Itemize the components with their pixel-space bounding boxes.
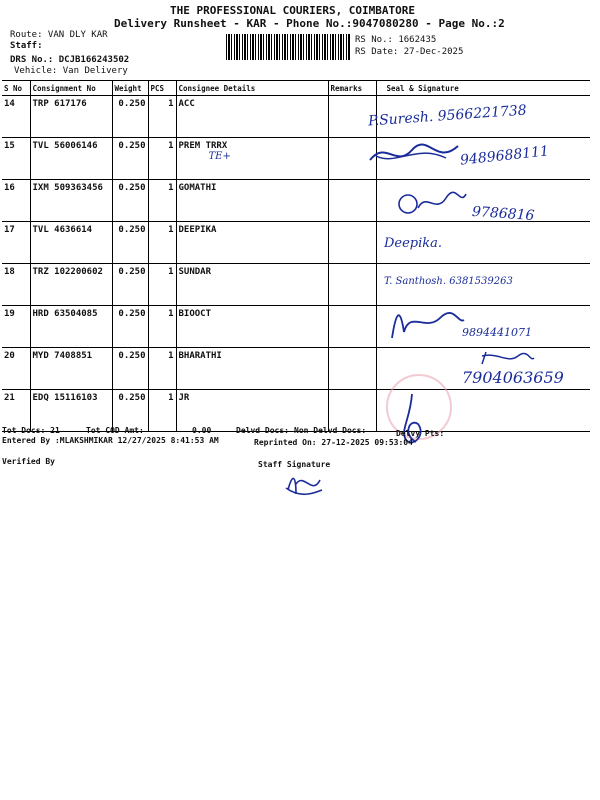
cell-remarks xyxy=(328,348,376,390)
cell-weight: 0.250 xyxy=(112,96,148,138)
cell-consignment: HRD 63504085 xyxy=(30,306,112,348)
cell-sno: 20 xyxy=(2,348,30,390)
cell-consignment: TRP 617176 xyxy=(30,96,112,138)
signature-scribble-row20 xyxy=(478,348,538,368)
table-header-row xyxy=(2,81,590,96)
reprinted-on: Reprinted On: 27-12-2025 09:53:04 xyxy=(254,438,413,447)
total-cod-amount: 0.00 xyxy=(192,426,212,435)
col-header-consignment: Consignment No xyxy=(30,81,112,96)
cell-sno: 14 xyxy=(2,96,30,138)
cell-sno: 15 xyxy=(2,138,30,180)
cell-weight: 0.250 xyxy=(112,222,148,264)
cell-pcs: 1 xyxy=(148,390,176,432)
handwriting-row18: T. Santhosh. 6381539263 xyxy=(384,276,513,287)
total-docs: Tot Docs: 21 xyxy=(2,426,60,435)
table-row xyxy=(2,222,590,264)
cell-sno: 16 xyxy=(2,180,30,222)
cell-consignment: IXM 509363456 xyxy=(30,180,112,222)
col-header-consignee: Consignee Details xyxy=(176,81,328,96)
cell-consignee: BHARATHI xyxy=(176,348,328,390)
delivery-points: Delvy Pts: xyxy=(396,429,445,438)
handwriting-row16: 9786816 xyxy=(471,203,535,225)
handwriting-row19: 9894441071 xyxy=(462,326,532,339)
rs-number: RS No.: 1662435 xyxy=(355,35,437,45)
col-header-sno: S No xyxy=(2,81,30,96)
non-delivered-docs: Non Delvd Docs: xyxy=(294,426,367,435)
cell-remarks xyxy=(328,180,376,222)
handwriting-row14: P.Suresh. 9566221738 xyxy=(367,102,528,130)
cell-sno: 19 xyxy=(2,306,30,348)
cell-sno: 17 xyxy=(2,222,30,264)
cell-remarks xyxy=(328,306,376,348)
cell-consignee: JR xyxy=(176,390,328,432)
cell-consignee xyxy=(176,138,328,180)
col-header-weight: Weight xyxy=(112,81,148,96)
entered-by: Entered By :MLAKSHMIKAR 12/27/2025 8:41:53 AM xyxy=(2,436,219,445)
col-header-remarks: Remarks xyxy=(328,81,376,96)
handwriting-row15: 9489688111 xyxy=(459,143,550,169)
signature-scribble-row16 xyxy=(396,188,468,218)
cell-consignee: DEEPIKA xyxy=(176,222,328,264)
cell-consignee: ACC xyxy=(176,96,328,138)
cell-consignee: GOMATHI xyxy=(176,180,328,222)
cell-consignment: MYD 7408851 xyxy=(30,348,112,390)
cell-consignment: TRZ 102200602 xyxy=(30,264,112,306)
cell-consignment: TVL 56006146 xyxy=(30,138,112,180)
vehicle-label: Vehicle: Van Delivery xyxy=(14,66,128,76)
cell-pcs: 1 xyxy=(148,348,176,390)
col-header-pcs: PCS xyxy=(148,81,176,96)
cell-weight: 0.250 xyxy=(112,348,148,390)
company-title: THE PROFESSIONAL COURIERS, COIMBATORE xyxy=(170,4,416,17)
cell-consignee: SUNDAR xyxy=(176,264,328,306)
staff-signature-label: Staff Signature xyxy=(258,460,331,469)
cell-remarks xyxy=(328,222,376,264)
signature-scribble-row19 xyxy=(386,302,466,342)
cell-weight: 0.250 xyxy=(112,180,148,222)
cell-weight: 0.250 xyxy=(112,138,148,180)
cell-pcs: 1 xyxy=(148,180,176,222)
signature-scribble-row15 xyxy=(366,138,466,172)
cell-pcs: 1 xyxy=(148,306,176,348)
runsheet-title: Delivery Runsheet - KAR - Phone No.:9047080280 - Page No.:2 xyxy=(114,17,505,30)
cell-pcs: 1 xyxy=(148,222,176,264)
cell-consignment: EDQ 15116103 xyxy=(30,390,112,432)
drs-number: DRS No.: DCJB166243502 xyxy=(10,55,130,65)
cell-pcs: 1 xyxy=(148,138,176,180)
cell-consignee: BIOOCT xyxy=(176,306,328,348)
verified-by: Verified By xyxy=(2,457,55,466)
handwriting-row17: Deepika. xyxy=(384,236,443,251)
cell-sno: 21 xyxy=(2,390,30,432)
delivered-docs: Delvd Docs: xyxy=(236,426,289,435)
handwriting-row20: 7904063659 xyxy=(462,368,564,387)
handwritten-annotation: TE+ xyxy=(208,151,231,162)
route-label: Route: VAN DLY KAR xyxy=(10,30,108,40)
cell-remarks xyxy=(328,264,376,306)
cell-weight: 0.250 xyxy=(112,264,148,306)
cell-pcs: 1 xyxy=(148,96,176,138)
cell-weight: 0.250 xyxy=(112,306,148,348)
staff-label: Staff: xyxy=(10,41,43,51)
cell-sno: 18 xyxy=(2,264,30,306)
cell-weight: 0.250 xyxy=(112,390,148,432)
barcode xyxy=(226,34,350,60)
total-cod-label: Tot COD Amt: xyxy=(86,426,144,435)
col-header-signature: Seal & Signature xyxy=(376,81,590,96)
consignee-name: PREM TRRX xyxy=(178,141,228,151)
cell-consignment: TVL 4636614 xyxy=(30,222,112,264)
cell-pcs: 1 xyxy=(148,264,176,306)
rs-date: RS Date: 27-Dec-2025 xyxy=(355,47,464,57)
staff-signature-scribble xyxy=(282,470,326,500)
